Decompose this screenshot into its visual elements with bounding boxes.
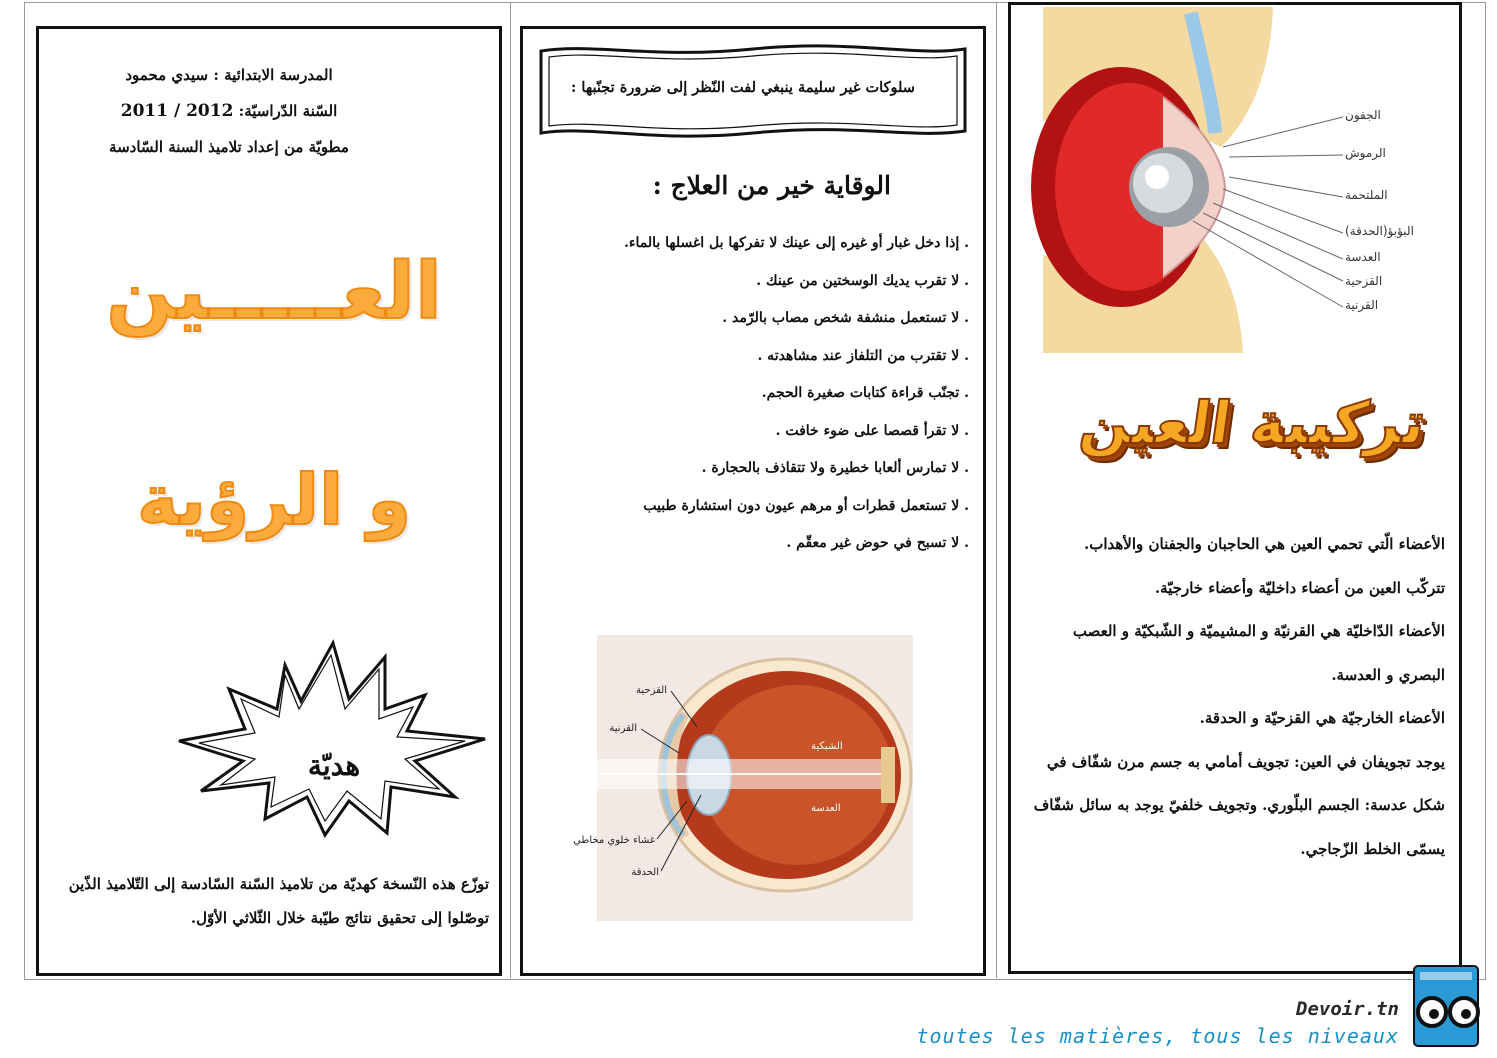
- label-mucosa: غشاء خلوي مخاطي: [573, 835, 655, 846]
- structure-panel: [1008, 2, 1462, 974]
- label-pupil: الحدقة: [631, 867, 659, 878]
- tips-list: [539, 225, 969, 563]
- tip-item: . لا تمارس ألعابا خطيرة ولا تتقاذف بالحجارة .: [701, 460, 969, 476]
- structure-description: [1025, 523, 1445, 871]
- prepared-by: مطويّة من إعداد تلاميذ السنة السّادسة: [109, 138, 349, 156]
- structure-title-badge: [1063, 383, 1443, 493]
- prevention-panel: [520, 26, 986, 976]
- label-lens-right: العدسة: [1345, 250, 1381, 264]
- structure-paragraph: يوجد تجويفان في العين: تجويف أمامي به جسم مرن شفّاف في شكل عدسة: الجسم البلّوري. وتجويف خلفيّ يوجد به سائل شفّاف يسمّى الخلط الزّجاجي.: [1033, 752, 1445, 858]
- label-cornea-right: القرنية: [1345, 298, 1379, 312]
- watermark-logo-icon: [1406, 962, 1490, 1052]
- cover-title-vision: و الرؤية: [137, 459, 411, 541]
- label-cornea: القرنية: [609, 723, 637, 734]
- label-retina: الشبكية: [811, 741, 843, 752]
- school-info: [59, 57, 399, 165]
- label-iris: القزحية: [636, 685, 667, 696]
- gift-label: هديّة: [307, 749, 361, 782]
- tip-item: . لا تستعمل قطرات أو مرهم عيون دون استشارة طبيب: [643, 497, 969, 514]
- tip-item: . لا تقترب من التلفاز عند مشاهدته .: [757, 347, 969, 364]
- cover-panel: [36, 26, 502, 976]
- fold-line-1: [510, 2, 511, 978]
- watermark-tagline: toutes les matières, tous les niveaux: [916, 1024, 1399, 1048]
- label-eyelids: الجفون: [1345, 108, 1381, 122]
- structure-paragraph: الأعضاء الّتي تحمي العين هي الحاجبان والجفنان والأهداب.: [1084, 535, 1445, 553]
- school-year: السّنة الدّراسيّة: 2011 / 2012: [120, 101, 338, 121]
- structure-paragraph: تتركّب العين من أعضاء داخليّة وأعضاء خارجيّة.: [1154, 578, 1445, 597]
- cover-title-eye: العـــــين: [106, 247, 442, 337]
- structure-paragraph: الأعضاء الدّاخليّة هي القرنيّة و المشيميّة و الشّبكيّة و العصب البصري و العدسة.: [1072, 622, 1445, 684]
- gift-label-box: [189, 749, 479, 829]
- label-conjunctiva: الملتحمة: [1345, 188, 1388, 202]
- tip-item: . تجنّب قراءة كتابات صغيرة الحجم.: [761, 385, 969, 401]
- structure-paragraph: الأعضاء الخارجيّة هي القزحيّة و الحدقة.: [1199, 709, 1445, 727]
- fold-line-2: [996, 2, 997, 978]
- school-name: المدرسة الابتدائية : سيدي محمود: [125, 66, 333, 84]
- label-lashes: الرموش: [1345, 146, 1386, 160]
- eye-anatomy-figure: [1043, 7, 1455, 353]
- cover-footnote: توزّع هذه النّسخة كهديّة من تلاميذ السّنة السّادسة إلى التّلاميذ الذّين توصّلوا إلى تحقيق نتائج طيّبة خلال الثّلاثي الأوّل.: [68, 875, 489, 927]
- label-pupil-right: البؤبؤ(الحدقة): [1345, 224, 1414, 238]
- watermark-brand[interactable]: Devoir.tn: [1296, 998, 1399, 1020]
- eye-cross-section-figure: [573, 635, 913, 921]
- tip-item: . لا تقرب يديك الوسختين من عينك .: [756, 272, 969, 289]
- structure-title: تركيبة العين: [1075, 389, 1431, 457]
- banner-text: سلوكات غير سليمة ينبغي لفت النّظر إلى ضرورة تجنّبها :: [571, 79, 915, 96]
- tip-item: . لا تسبح في حوض غير معقّم .: [786, 535, 969, 551]
- tip-item: . إذا دخل غبار أو غيره إلى عينك لا تفركها بل اغسلها بالماء.: [624, 235, 969, 251]
- tip-item: . لا تستعمل منشفة شخص مصاب بالرّمد .: [722, 310, 969, 326]
- label-iris-right: القزحية: [1345, 274, 1383, 288]
- prevention-heading: الوقاية خير من العلاج :: [652, 171, 891, 200]
- label-lens: العدسة: [811, 803, 841, 814]
- tip-item: . لا تقرأ قصصا على ضوء خافت .: [775, 422, 969, 439]
